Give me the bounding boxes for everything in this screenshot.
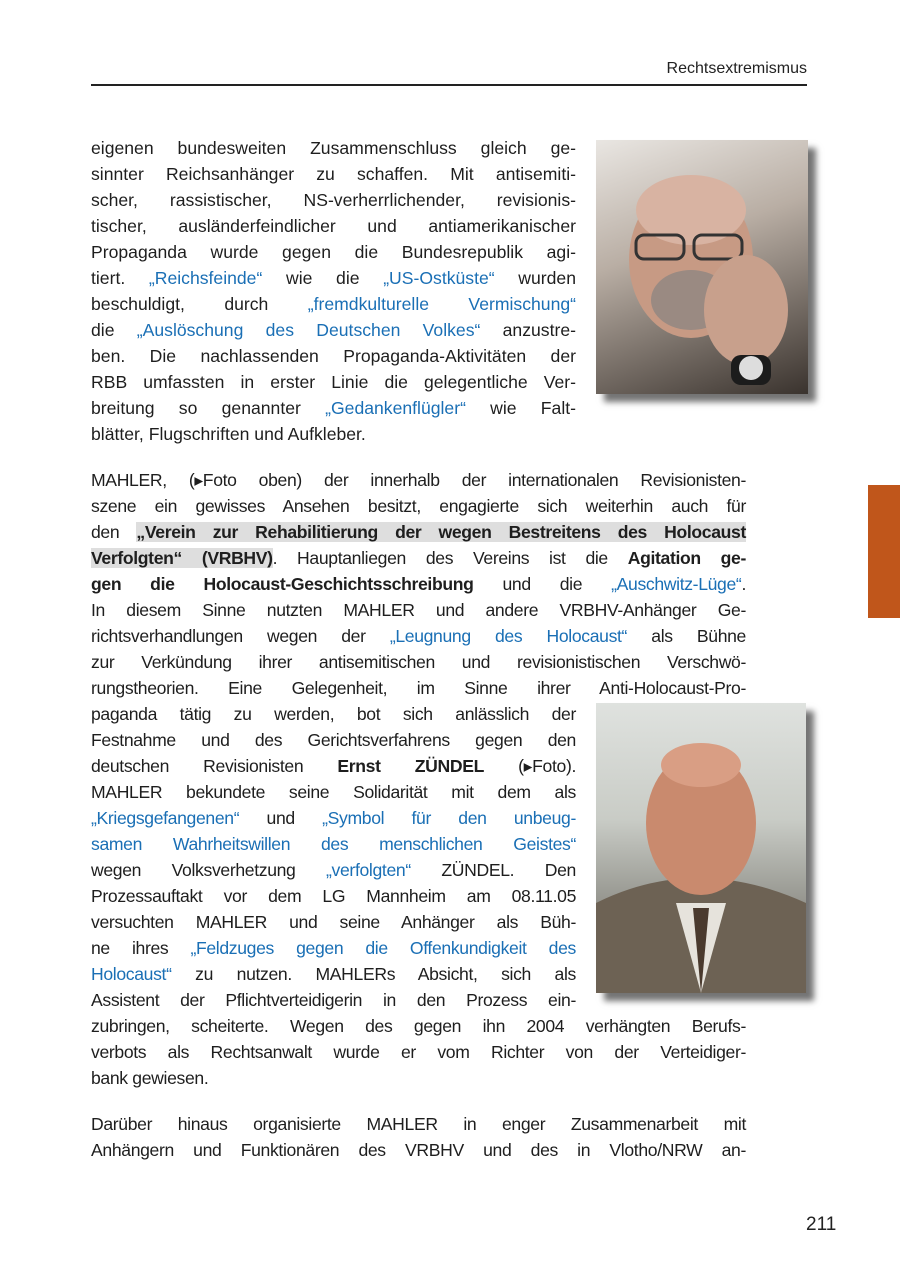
paragraph-1 (91, 135, 576, 447)
paragraph-2 (91, 467, 746, 701)
text-line (91, 291, 576, 317)
text-run: versuchten MAHLER und seine Anhänger als Büh- (91, 912, 576, 932)
text-run: wie Falt- (465, 398, 576, 418)
text-run: tiert. (91, 268, 149, 288)
text-run: richtsverhandlungen wegen der (91, 626, 390, 646)
quoted-term: „Reichsfeinde“ (148, 268, 263, 288)
text-line (91, 675, 746, 701)
text-run: zu nutzen. MAHLERs Absicht, sich als (171, 964, 576, 984)
text-run: Propaganda wurde gegen die Bundesrepublik agi- (91, 242, 576, 262)
text-line (91, 649, 746, 675)
quoted-term: „Gedankenflügler“ (325, 398, 466, 418)
text-run: und die (473, 574, 612, 594)
text-run: ne ihres (91, 938, 191, 958)
text-line (91, 493, 746, 519)
quoted-term: „Auslöschung des Deutschen Volkes“ (136, 320, 481, 340)
text-line (91, 571, 746, 597)
text-run: MAHLER bekundete seine Solidarität mit dem als (91, 782, 576, 802)
quoted-term: „US-Ostküste“ (383, 268, 495, 288)
text-run: und (239, 808, 323, 828)
paragraph-2-wrap (91, 701, 576, 1013)
text-line (91, 727, 576, 753)
text-line (91, 239, 576, 265)
text-line (91, 805, 576, 831)
text-line (91, 1111, 746, 1137)
text-line (91, 545, 746, 571)
text-run: verbots als Rechtsanwalt wurde er vom Richter von der Verteidiger- (91, 1042, 746, 1062)
text-line (91, 753, 576, 779)
emphasis-text: Ernst ZÜNDEL (337, 756, 485, 776)
text-run: anzustre- (480, 320, 576, 340)
paragraph-2-end (91, 1013, 746, 1091)
photo-mahler (596, 140, 808, 394)
text-run: eigenen bundesweiten Zusammenschluss gleich ge- (91, 138, 576, 158)
page-number: 211 (806, 1214, 837, 1235)
text-run: breitung so genannter (91, 398, 326, 418)
text-run: beschuldigt, durch (91, 294, 308, 314)
text-run: RBB umfassten in erster Linie die gelegentliche Ver- (91, 372, 576, 392)
header-rule (91, 84, 807, 86)
text-line (91, 421, 576, 447)
quoted-term: „fremdkulturelle Vermischung“ (307, 294, 576, 314)
text-line (91, 701, 576, 727)
text-run: den (91, 522, 137, 542)
text-line (91, 369, 576, 395)
text-line (91, 317, 576, 343)
text-run: szene ein gewisses Ansehen besitzt, engagierte sich weiterhin auch für (91, 496, 746, 516)
text-run: die (91, 320, 137, 340)
text-run: MAHLER, (▸Foto oben) der innerhalb der internationalen Revisionisten- (91, 470, 746, 490)
text-line (91, 213, 576, 239)
text-run: wurden (494, 268, 577, 288)
quoted-term: „Kriegsgefangenen“ (91, 808, 240, 828)
text-run: In diesem Sinne nutzten MAHLER und andere VRBHV-Anhänger Ge- (91, 600, 746, 620)
running-header: Rechtsextremismus (666, 60, 807, 77)
text-line (91, 265, 576, 291)
text-run: wegen Volksverhetzung (91, 860, 327, 880)
text-run: . Hauptanliegen des Vereins ist die (272, 548, 628, 568)
emphasis-text: Verfolgten“ (VRBHV) (91, 548, 273, 568)
text-run: . (741, 574, 746, 594)
quoted-term: Holocaust“ (91, 964, 172, 984)
text-line (91, 961, 576, 987)
emphasis-text: Agitation ge- (627, 548, 746, 568)
text-run: blätter, Flugschriften und Aufkleber. (91, 424, 366, 444)
text-line (91, 187, 576, 213)
text-run: Festnahme und des Gerichtsverfahrens gegen den (91, 730, 576, 750)
text-run: sinnter Reichsanhänger zu schaffen. Mit antisemiti- (91, 164, 576, 184)
text-run: scher, rassistischer, NS-verherrlichender, revisionis- (91, 190, 576, 210)
text-run: tischer, ausländerfeindlicher und antiamerikanischer (91, 216, 576, 236)
text-line (91, 987, 576, 1013)
text-run: bank gewiesen. (91, 1068, 209, 1088)
quoted-term: „Leugnung des Holocaust“ (389, 626, 628, 646)
text-line (91, 161, 576, 187)
text-line (91, 519, 746, 545)
quoted-term: „Feldzuges gegen die Offenkundigkeit des (190, 938, 576, 958)
text-run: Darüber hinaus organisierte MAHLER in enger Zusammenarbeit mit (91, 1114, 746, 1134)
text-run: Assistent der Pflichtverteidigerin in den Prozess ein- (91, 990, 576, 1010)
text-run: (▸Foto). (484, 756, 576, 776)
emphasis-text: „Verein zur Rehabilitierung der wegen Bestreitens des Holocaust (136, 522, 746, 542)
text-line (91, 597, 746, 623)
text-line (91, 623, 746, 649)
text-run: zur Verkündung ihrer antisemitischen und revisionistischen Verschwö- (91, 652, 746, 672)
text-line (91, 857, 576, 883)
text-line (91, 395, 576, 421)
text-run: Prozessauftakt vor dem LG Mannheim am 08.11.05 (91, 886, 576, 906)
text-line (91, 909, 576, 935)
quoted-term: „Auschwitz-Lüge“ (611, 574, 742, 594)
text-line (91, 1065, 746, 1091)
text-line (91, 935, 576, 961)
quoted-term: „verfolgten“ (326, 860, 411, 880)
text-line (91, 467, 746, 493)
text-run: deutschen Revisionisten (91, 756, 338, 776)
text-run: ben. Die nachlassenden Propaganda-Aktivitäten der (91, 346, 576, 366)
text-line (91, 343, 576, 369)
text-line (91, 779, 576, 805)
quoted-term: samen Wahrheitswillen des menschlichen Geistes“ (91, 834, 576, 854)
text-line (91, 883, 576, 909)
paragraph-3 (91, 1111, 746, 1163)
text-run: zubringen, scheiterte. Wegen des gegen ihn 2004 verhängten Berufs- (91, 1016, 746, 1036)
quoted-term: „Symbol für den unbeug- (322, 808, 576, 828)
text-run: wie die (262, 268, 384, 288)
text-line (91, 831, 576, 857)
text-line (91, 1137, 746, 1163)
text-run: rungstheorien. Eine Gelegenheit, im Sinne ihrer Anti-Holocaust-Pro- (91, 678, 746, 698)
emphasis-text: gen die Holocaust-Geschichtsschreibung (91, 574, 474, 594)
text-line (91, 1013, 746, 1039)
text-run: Anhängern und Funktionären des VRBHV und des in Vlotho/NRW an- (91, 1140, 746, 1160)
text-run: ZÜNDEL. Den (410, 860, 576, 880)
text-line (91, 135, 576, 161)
text-run: paganda tätig zu werden, bot sich anlässlich der (91, 704, 576, 724)
text-run: als Bühne (627, 626, 746, 646)
chapter-tab-marker (868, 485, 900, 618)
photo-zuendel (596, 703, 806, 993)
text-line (91, 1039, 746, 1065)
